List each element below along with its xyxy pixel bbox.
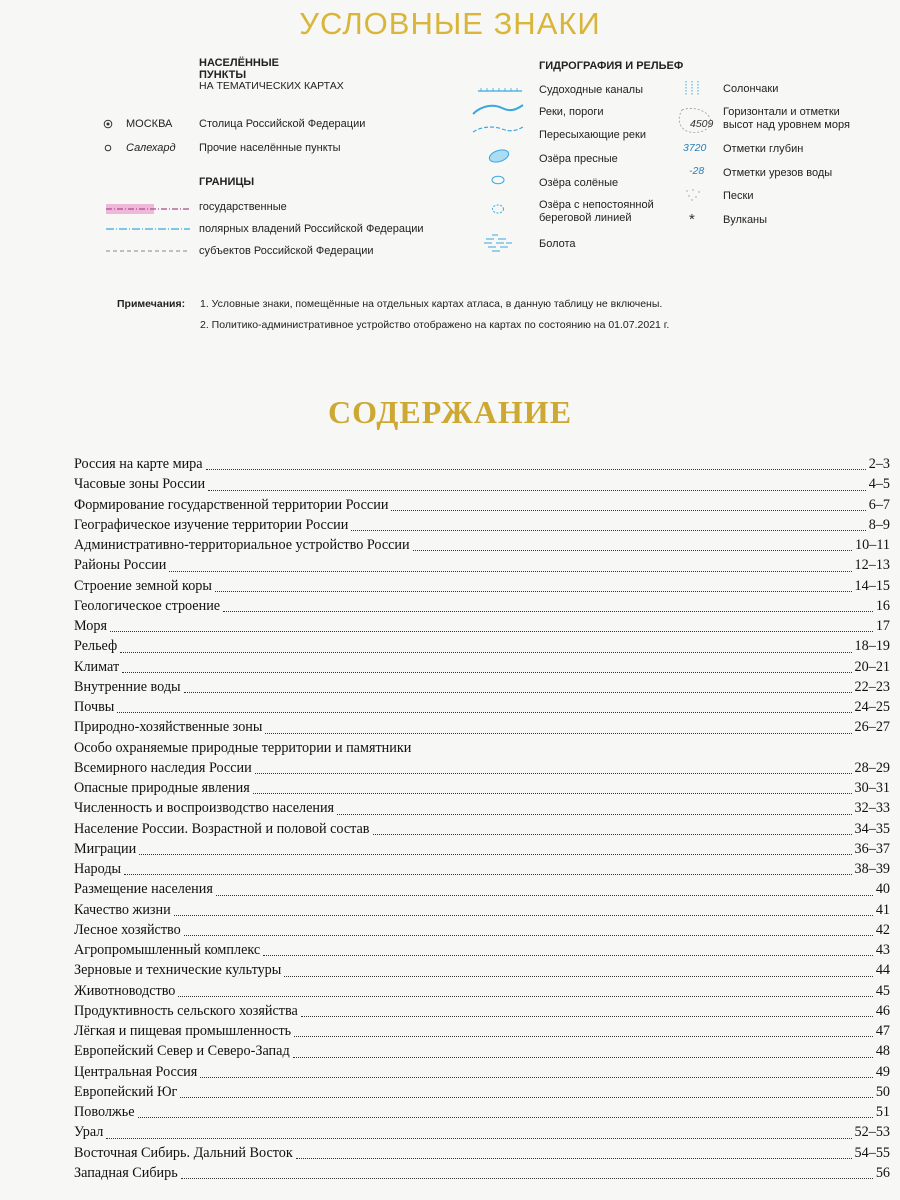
toc-entry-title: Опасные природные явления xyxy=(74,780,250,796)
elevation-label: Горизонтали и отметки высот над уровнем моря xyxy=(723,106,850,131)
toc-entry-title: Европейский Север и Северо-Запад xyxy=(74,1043,290,1060)
toc-entry-page: 20–21 xyxy=(854,658,890,675)
toc-entry-page: 40 xyxy=(875,881,890,898)
toc-entry-title: Географическое изучение территории России xyxy=(74,516,349,533)
toc-leader-dots xyxy=(169,557,851,572)
toc-entry[interactable] xyxy=(74,717,890,737)
toc-entry-page: 36–37 xyxy=(854,840,890,857)
toc-entry[interactable] xyxy=(74,697,890,717)
toc-leader-dots xyxy=(223,597,873,612)
toc-entry-title: Часовые зоны России xyxy=(74,476,206,493)
toc-entry-page: 56 xyxy=(875,1164,890,1181)
sand-label: Пески xyxy=(723,190,754,202)
swamp-icon xyxy=(482,232,514,254)
toc-entry-title: Лёгкая и пищевая промышленность xyxy=(74,1023,292,1039)
other-city-name: Салехард xyxy=(126,142,176,154)
toc-entry-title: Особо охраняемые природные территории и памятники xyxy=(74,739,412,756)
toc-entry-page: 14–15 xyxy=(854,577,890,594)
dry-river-label: Пересыхающие реки xyxy=(539,129,646,141)
toc-entry-title: Урал xyxy=(74,1124,104,1141)
toc-leader-dots xyxy=(139,840,851,855)
toc-entry-page: 51 xyxy=(875,1104,890,1120)
toc-entry[interactable] xyxy=(74,1122,890,1142)
toc-leader-dots xyxy=(414,740,887,754)
toc-leader-dots xyxy=(265,719,851,734)
toc-entry[interactable] xyxy=(74,1143,890,1163)
toc-leader-dots xyxy=(351,516,865,531)
toc-entry-page: 46 xyxy=(875,1002,890,1019)
toc-leader-dots xyxy=(138,1103,873,1118)
toc-entry-title: Европейский Юг xyxy=(74,1083,178,1100)
toc-entry-page: 50 xyxy=(875,1083,890,1100)
depth-label: Отметки глубин xyxy=(723,143,804,155)
water-level-label: Отметки урезов воды xyxy=(723,167,833,179)
toc-entry-page: 10–11 xyxy=(855,537,890,553)
toc-entry[interactable] xyxy=(74,1062,890,1082)
polar-border-label: полярных владений Российской Федерации xyxy=(199,223,424,235)
capital-city-label: Столица Российской Федерации xyxy=(199,118,366,130)
salt-marsh-label: Солончаки xyxy=(723,83,779,95)
toc-leader-dots xyxy=(413,536,852,551)
toc-entry-title: Животноводство xyxy=(74,982,176,999)
fresh-lake-icon xyxy=(487,148,511,164)
toc-leader-dots xyxy=(206,455,866,470)
toc-entry[interactable] xyxy=(74,1082,890,1102)
toc-entry[interactable] xyxy=(74,616,890,636)
toc-leader-dots xyxy=(181,1164,873,1179)
toc-entry[interactable] xyxy=(74,677,890,697)
capital-city-name: МОСКВА xyxy=(126,118,173,130)
depth-marker: 3720 xyxy=(683,142,707,154)
toc-leader-dots xyxy=(253,779,852,794)
toc-entry-page: 12–13 xyxy=(854,557,890,574)
canal-label: Судоходные каналы xyxy=(539,84,644,96)
toc-entry[interactable] xyxy=(74,596,890,616)
toc-entry-title: Размещение населения xyxy=(74,881,213,898)
toc-title: СОДЕРЖАНИЕ xyxy=(327,394,573,430)
legend-title: УСЛОВНЫЕ ЗНАКИ xyxy=(299,6,601,41)
table-of-contents xyxy=(74,454,890,1183)
hydro-header: ГИДРОГРАФИЯ И РЕЛЬЕФ xyxy=(539,60,684,72)
toc-entry-title: Административно-территориальное устройство России xyxy=(74,537,410,553)
toc-entry-page: 2–3 xyxy=(868,456,890,472)
state-border-label: государственные xyxy=(199,201,287,213)
toc-entry-page: 42 xyxy=(875,921,890,938)
toc-leader-dots xyxy=(106,1124,851,1139)
toc-entry[interactable] xyxy=(74,1102,890,1122)
toc-entry-page: 16 xyxy=(875,597,890,614)
toc-leader-dots xyxy=(178,982,872,997)
toc-entry[interactable] xyxy=(74,576,890,596)
toc-leader-dots xyxy=(296,1144,852,1159)
dry-river-icon xyxy=(472,124,524,136)
toc-entry[interactable] xyxy=(74,474,890,494)
toc-entry-title: Лесное хозяйство xyxy=(74,921,181,938)
toc-entry[interactable] xyxy=(74,535,890,555)
water-level-marker: -28 xyxy=(689,165,705,177)
toc-entry-title: Зерновые и технические культуры xyxy=(74,962,282,979)
subject-border-label: субъектов Российской Федерации xyxy=(199,245,374,257)
toc-entry-title: Народы xyxy=(74,861,122,877)
toc-entry-page: 38–39 xyxy=(854,861,890,877)
variable-lake-icon xyxy=(490,202,506,216)
polar-border-icon xyxy=(106,224,190,234)
toc-leader-dots xyxy=(255,759,852,774)
toc-entry[interactable] xyxy=(74,960,890,980)
toc-entry[interactable] xyxy=(74,515,890,535)
toc-entry-title: Численность и воспроизводство населения xyxy=(74,800,335,817)
settlements-header: НАСЕЛЁННЫЕ ПУНКТЫ xyxy=(199,57,279,81)
toc-entry-page: 49 xyxy=(875,1063,890,1080)
toc-entry-title: Формирование государственной территории России xyxy=(74,496,389,513)
volcano-label: Вулканы xyxy=(723,214,768,226)
toc-leader-dots xyxy=(117,698,851,713)
toc-entry-title: Качество жизни xyxy=(74,901,171,918)
toc-entry-page: 52–53 xyxy=(854,1124,890,1141)
toc-entry-page: 32–33 xyxy=(854,800,890,817)
toc-leader-dots xyxy=(120,638,851,653)
toc-entry[interactable] xyxy=(74,738,890,758)
toc-entry-page: 34–35 xyxy=(854,820,890,837)
toc-leader-dots xyxy=(294,1022,873,1037)
toc-entry[interactable] xyxy=(74,555,890,575)
river-icon xyxy=(472,102,524,118)
canal-icon xyxy=(478,85,522,95)
toc-entry-page: 30–31 xyxy=(854,780,890,796)
toc-leader-dots xyxy=(184,678,852,693)
toc-entry[interactable] xyxy=(74,495,890,515)
toc-entry[interactable] xyxy=(74,940,890,960)
toc-entry[interactable] xyxy=(74,981,890,1001)
toc-leader-dots xyxy=(337,800,851,815)
toc-entry[interactable] xyxy=(74,920,890,940)
other-city-icon xyxy=(104,144,112,152)
toc-leader-dots xyxy=(200,1063,873,1078)
salt-lake-icon xyxy=(490,174,506,186)
toc-entry-page: 18–19 xyxy=(854,638,890,655)
toc-entry-page: 6–7 xyxy=(868,496,890,513)
toc-entry-page: 41 xyxy=(875,901,890,918)
volcano-icon: * xyxy=(689,211,695,228)
toc-entry-title: Рельеф xyxy=(74,638,118,655)
toc-entry-title: Строение земной коры xyxy=(74,577,212,594)
toc-entry-title: Моря xyxy=(74,618,107,634)
salt-lake-label: Озёра солёные xyxy=(539,177,619,189)
toc-entry-title: Центральная Россия xyxy=(74,1063,198,1080)
toc-leader-dots xyxy=(110,617,873,632)
sand-icon xyxy=(684,188,702,202)
toc-entry[interactable] xyxy=(74,758,890,778)
toc-entry-title: Продуктивность сельского хозяйства xyxy=(74,1002,298,1019)
elevation-marker: 4509 xyxy=(690,118,714,130)
toc-entry-title: Районы России xyxy=(74,557,167,574)
toc-entry-title: Западная Сибирь xyxy=(74,1164,178,1181)
toc-entry-page: 26–27 xyxy=(854,719,890,736)
toc-entry-page: 17 xyxy=(875,618,890,634)
river-label: Реки, пороги xyxy=(539,106,604,118)
toc-leader-dots xyxy=(122,658,851,673)
toc-entry-title: Почвы xyxy=(74,699,115,715)
toc-entry[interactable] xyxy=(74,879,890,899)
toc-leader-dots xyxy=(284,962,873,977)
toc-entry[interactable] xyxy=(74,636,890,656)
toc-entry[interactable] xyxy=(74,798,890,818)
toc-leader-dots xyxy=(301,1002,873,1017)
toc-entry-title: Внутренние воды xyxy=(74,678,181,695)
toc-entry-page: 44 xyxy=(875,962,890,979)
toc-entry-page: 28–29 xyxy=(854,759,890,776)
toc-entry-title: Миграции xyxy=(74,840,137,857)
toc-entry-page: 24–25 xyxy=(854,699,890,715)
toc-entry[interactable] xyxy=(74,819,890,839)
toc-entry-page: 4–5 xyxy=(868,476,890,493)
toc-entry-page: 47 xyxy=(875,1023,890,1039)
toc-entry[interactable] xyxy=(74,1163,890,1183)
settlements-subheader: НА ТЕМАТИЧЕСКИХ КАРТАХ xyxy=(199,80,344,92)
toc-leader-dots xyxy=(216,881,873,896)
toc-entry[interactable] xyxy=(74,900,890,920)
toc-entry[interactable] xyxy=(74,839,890,859)
toc-entry-title: Геологическое строение xyxy=(74,597,221,614)
toc-entry[interactable] xyxy=(74,1001,890,1021)
toc-entry[interactable] xyxy=(74,1041,890,1061)
toc-entry-page: 22–23 xyxy=(854,678,890,695)
state-border-icon xyxy=(106,202,190,216)
toc-leader-dots xyxy=(208,476,866,491)
toc-leader-dots xyxy=(174,901,873,916)
toc-leader-dots xyxy=(293,1043,873,1058)
toc-leader-dots xyxy=(215,577,852,592)
toc-entry-title: Восточная Сибирь. Дальний Восток xyxy=(74,1144,293,1161)
toc-entry-page: 8–9 xyxy=(868,516,890,533)
toc-entry-page: 54–55 xyxy=(854,1144,890,1161)
toc-leader-dots xyxy=(391,496,865,511)
toc-entry[interactable] xyxy=(74,778,890,798)
toc-entry-title: Агропромышленный комплекс xyxy=(74,942,261,958)
notes-label: Примечания: xyxy=(117,298,186,310)
salt-marsh-icon xyxy=(683,80,703,96)
toc-entry-title: Всемирного наследия России xyxy=(74,759,252,776)
other-city-label: Прочие населённые пункты xyxy=(199,142,341,154)
toc-entry-title: Население России. Возрастной и половой состав xyxy=(74,820,370,837)
toc-entry-title: Россия на карте мира xyxy=(74,456,203,472)
variable-lake-label: Озёра с непостоянной береговой линией xyxy=(539,199,654,224)
toc-entry[interactable] xyxy=(74,1021,890,1041)
toc-leader-dots xyxy=(124,860,851,875)
borders-header: ГРАНИЦЫ xyxy=(199,176,255,188)
toc-entry[interactable] xyxy=(74,657,890,677)
toc-leader-dots xyxy=(373,820,852,835)
toc-leader-dots xyxy=(263,941,873,956)
toc-entry-title: Природно-хозяйственные зоны xyxy=(74,719,263,736)
toc-leader-dots xyxy=(180,1083,872,1098)
toc-entry[interactable] xyxy=(74,454,890,474)
subject-border-icon xyxy=(106,246,190,256)
toc-entry-page: 45 xyxy=(875,982,890,999)
toc-entry-title: Поволжье xyxy=(74,1104,135,1120)
toc-leader-dots xyxy=(184,921,873,936)
note-1: 1. Условные знаки, помещённые на отдельных картах атласа, в данную таблицу не включены. xyxy=(200,298,663,310)
capital-city-icon xyxy=(103,119,113,129)
toc-entry[interactable] xyxy=(74,859,890,879)
toc-entry-page: 48 xyxy=(875,1043,890,1060)
fresh-lake-label: Озёра пресные xyxy=(539,153,618,165)
note-2: 2. Политико-административное устройство отображено на картах по состоянию на 01.07.2021 г. xyxy=(200,319,670,331)
toc-entry-page: 43 xyxy=(875,942,890,958)
swamp-label: Болота xyxy=(539,238,576,250)
toc-entry-title: Климат xyxy=(74,658,120,675)
